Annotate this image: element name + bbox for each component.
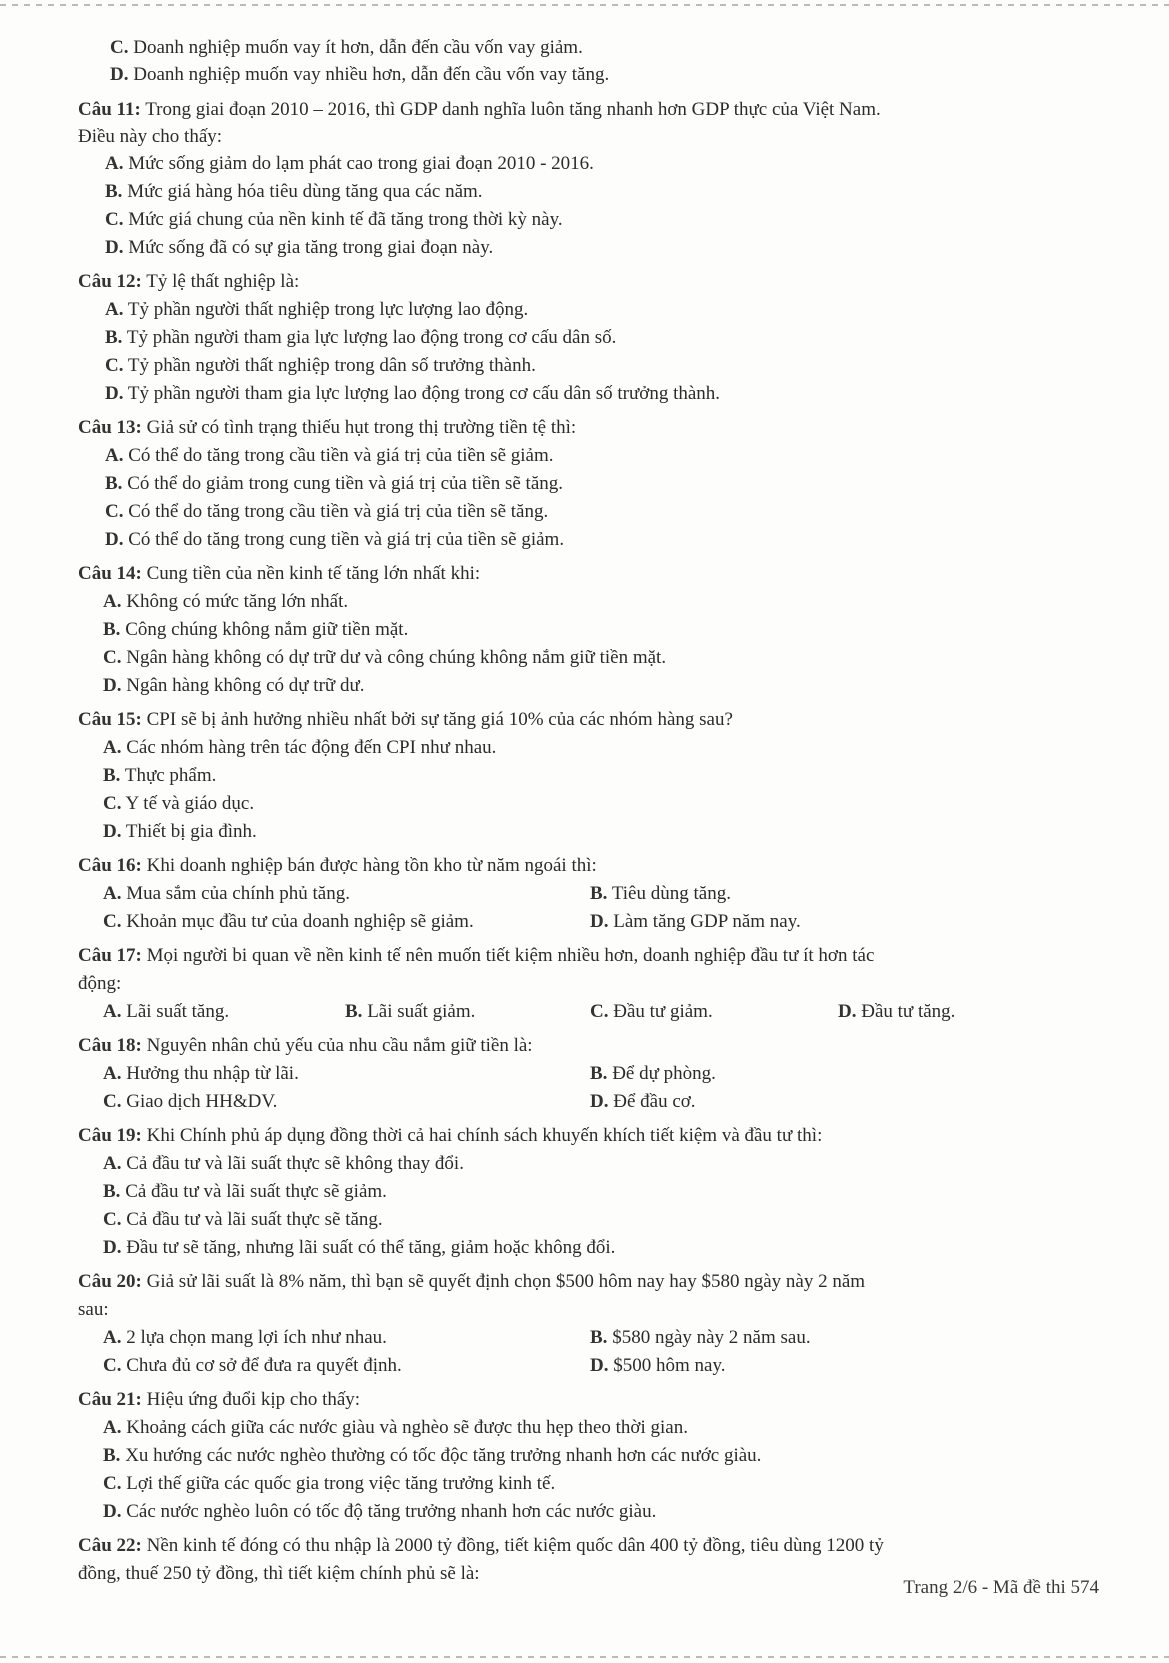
answer-option	[590, 1326, 811, 1350]
option-letter: B.	[103, 1181, 121, 1202]
answer-option	[590, 882, 731, 906]
option-letter: D.	[105, 237, 124, 258]
option-letter: C.	[103, 793, 122, 814]
option-letter: B.	[590, 883, 608, 904]
option-letter: D.	[103, 821, 122, 842]
answer-option	[103, 590, 348, 614]
answer-option	[110, 36, 583, 60]
line-text: Các nước nghèo luôn có tốc độ tăng trưởng nhanh hơn các nước giàu.	[121, 1501, 657, 1522]
option-letter: A.	[103, 1417, 122, 1438]
line-text: Cả đầu tư và lãi suất thực sẽ tăng.	[121, 1209, 383, 1230]
answer-option	[103, 1354, 402, 1378]
line-text: Công chúng không nắm giữ tiền mặt.	[120, 619, 409, 640]
line-text: Đầu tư sẽ tăng, nhưng lãi suất có thể tăng, giảm hoặc không đổi.	[121, 1237, 616, 1258]
answer-option	[105, 236, 493, 260]
line-text: Tỷ phần người tham gia lực lượng lao động trong cơ cấu dân số.	[122, 327, 617, 348]
answer-option	[103, 736, 496, 760]
option-letter: B.	[345, 1001, 363, 1022]
answer-option	[103, 1062, 299, 1086]
line-text: Mọi người bi quan về nền kinh tế nên muốn tiết kiệm nhiều hơn, doanh nghiệp đầu tư ít hơn tác	[141, 945, 875, 966]
option-letter: C.	[105, 355, 124, 376]
option-letter: D.	[590, 911, 609, 932]
line-text: Giả sử lãi suất là 8% năm, thì bạn sẽ quyết định chọn $500 hôm nay hay $580 ngày này 2 năm	[141, 1271, 866, 1292]
answer-option	[105, 208, 563, 232]
option-letter: A.	[103, 1327, 122, 1348]
option-letter: C.	[103, 1355, 122, 1376]
option-letter: C.	[103, 911, 122, 932]
answer-option	[105, 472, 563, 496]
line-text: Hưởng thu nhập từ lãi.	[121, 1063, 299, 1084]
answer-option	[103, 1472, 555, 1496]
question-number: Câu 11:	[78, 99, 141, 120]
answer-option	[103, 1152, 464, 1176]
line-text: 2 lựa chọn mang lợi ích như nhau.	[121, 1327, 387, 1348]
line-text: Cả đầu tư và lãi suất thực sẽ giảm.	[120, 1181, 387, 1202]
line-text: Y tế và giáo dục.	[121, 793, 255, 814]
option-letter: B.	[590, 1327, 608, 1348]
question-line	[78, 1034, 533, 1058]
answer-option	[590, 1354, 725, 1378]
question-line	[78, 854, 597, 878]
question-number: Câu 13:	[78, 417, 142, 438]
answer-option	[103, 910, 474, 934]
answer-option	[105, 180, 483, 204]
answer-option	[590, 1062, 716, 1086]
answer-option	[103, 764, 216, 788]
answer-option	[103, 1444, 761, 1468]
line-text: sau:	[78, 1299, 109, 1320]
line-text: Có thể do giảm trong cung tiền và giá trị của tiền sẽ tăng.	[122, 473, 564, 494]
line-text: Để đầu cơ.	[608, 1091, 696, 1112]
line-text: Khoảng cách giữa các nước giàu và nghèo sẽ được thu hẹp theo thời gian.	[121, 1417, 688, 1438]
answer-option	[590, 1090, 696, 1114]
line-text: Khoản mục đầu tư của doanh nghiệp sẽ giảm.	[121, 911, 474, 932]
line-text: Lãi suất giảm.	[362, 1001, 476, 1022]
question-line	[78, 1124, 822, 1148]
option-letter: A.	[105, 299, 124, 320]
option-letter: B.	[105, 327, 123, 348]
text-line	[78, 972, 121, 996]
answer-option	[345, 1000, 475, 1024]
line-text: Thực phẩm.	[120, 765, 217, 786]
answer-option	[103, 646, 666, 670]
answer-option	[103, 792, 254, 816]
answer-option	[105, 326, 616, 350]
line-text: Ngân hàng không có dự trữ dư và công chúng không nắm giữ tiền mặt.	[121, 647, 667, 668]
line-text: Khi Chính phủ áp dụng đồng thời cả hai chính sách khuyến khích tiết kiệm và đầu tư thì:	[141, 1125, 823, 1146]
question-number: Câu 19:	[78, 1125, 142, 1146]
option-letter: D.	[838, 1001, 857, 1022]
text-line	[78, 1562, 480, 1586]
option-letter: B.	[590, 1063, 608, 1084]
question-number: Câu 14:	[78, 563, 142, 584]
line-text: Thiết bị gia đình.	[121, 821, 257, 842]
option-letter: A.	[103, 737, 122, 758]
line-text: Mức sống giảm do lạm phát cao trong giai đoạn 2010 - 2016.	[123, 153, 594, 174]
question-line	[78, 1534, 884, 1558]
question-number: Câu 16:	[78, 855, 142, 876]
answer-option	[103, 1000, 229, 1024]
line-text: Hiệu ứng đuổi kịp cho thấy:	[141, 1389, 361, 1410]
question-line	[78, 270, 299, 294]
answer-option	[103, 674, 365, 698]
question-number: Câu 21:	[78, 1389, 142, 1410]
line-text: Ngân hàng không có dự trữ dư.	[121, 675, 365, 696]
line-text: Tỷ phần người tham gia lực lượng lao động trong cơ cấu dân số trưởng thành.	[123, 383, 721, 404]
bottom-scan-edge	[0, 1656, 1169, 1658]
text-line	[78, 125, 222, 149]
option-letter: C.	[103, 1209, 122, 1230]
option-letter: B.	[103, 765, 121, 786]
line-text: $580 ngày này 2 năm sau.	[607, 1327, 811, 1348]
answer-option	[103, 820, 257, 844]
answer-option	[838, 1000, 955, 1024]
line-text: Lợi thế giữa các quốc gia trong việc tăng trưởng kinh tế.	[121, 1473, 556, 1494]
line-text: Tỷ phần người thất nghiệp trong dân số trưởng thành.	[123, 355, 536, 376]
line-text: động:	[78, 973, 122, 994]
line-text: Không có mức tăng lớn nhất.	[121, 591, 349, 612]
option-letter: A.	[103, 1153, 122, 1174]
answer-option	[103, 882, 350, 906]
option-letter: C.	[105, 501, 124, 522]
question-line	[78, 562, 480, 586]
option-letter: A.	[103, 1063, 122, 1084]
option-letter: C.	[103, 647, 122, 668]
line-text: Lãi suất tăng.	[121, 1001, 230, 1022]
option-letter: A.	[105, 445, 124, 466]
question-line	[78, 416, 576, 440]
answer-option	[105, 528, 564, 552]
answer-option	[590, 1000, 713, 1024]
question-number: Câu 22:	[78, 1535, 142, 1556]
question-number: Câu 20:	[78, 1271, 142, 1292]
option-letter: B.	[105, 181, 123, 202]
text-line	[78, 1298, 109, 1322]
line-text: $500 hôm nay.	[608, 1355, 726, 1376]
line-text: Có thể do tăng trong cầu tiền và giá trị của tiền sẽ tăng.	[123, 501, 549, 522]
line-text: Các nhóm hàng trên tác động đến CPI như nhau.	[121, 737, 497, 758]
answer-option	[105, 354, 536, 378]
line-text: Nền kinh tế đóng có thu nhập là 2000 tỷ đồng, tiết kiệm quốc dân 400 tỷ đồng, tiêu dùng 1200 tỷ	[141, 1535, 884, 1556]
line-text: Làm tăng GDP năm nay.	[608, 911, 801, 932]
line-text: Đầu tư tăng.	[856, 1001, 956, 1022]
answer-option	[103, 1180, 387, 1204]
line-text: Tỷ phần người thất nghiệp trong lực lượng lao động.	[123, 299, 529, 320]
option-letter: B.	[103, 619, 121, 640]
answer-option	[110, 63, 609, 87]
option-letter: D.	[105, 529, 124, 550]
top-scan-edge	[0, 4, 1169, 6]
answer-option	[103, 618, 408, 642]
answer-option	[105, 298, 528, 322]
line-text: Khi doanh nghiệp bán được hàng tồn kho từ năm ngoái thì:	[141, 855, 597, 876]
answer-option	[105, 152, 594, 176]
line-text: Nguyên nhân chủ yếu của nhu cầu nắm giữ tiền là:	[141, 1035, 533, 1056]
answer-option	[105, 444, 554, 468]
line-text: Xu hướng các nước nghèo thường có tốc độc tăng trưởng nhanh hơn các nước giàu.	[120, 1445, 762, 1466]
line-text: Giao dịch HH&DV.	[121, 1091, 278, 1112]
answer-option	[103, 1326, 387, 1350]
question-line	[78, 944, 874, 968]
line-text: Để dự phòng.	[607, 1063, 716, 1084]
question-line	[78, 98, 881, 122]
answer-option	[103, 1416, 688, 1440]
option-letter: D.	[103, 675, 122, 696]
line-text: Giả sử có tình trạng thiếu hụt trong thị trường tiền tệ thì:	[141, 417, 577, 438]
option-letter: D.	[105, 383, 124, 404]
line-text: Tỷ lệ thất nghiệp là:	[141, 271, 300, 292]
option-letter: B.	[103, 1445, 121, 1466]
question-line	[78, 1270, 865, 1294]
option-letter: C.	[590, 1001, 609, 1022]
question-line	[78, 1388, 360, 1412]
question-number: Câu 15:	[78, 709, 142, 730]
line-text: Tiêu dùng tăng.	[607, 883, 731, 904]
line-text: Mức giá chung của nền kinh tế đã tăng trong thời kỳ này.	[123, 209, 563, 230]
answer-option	[103, 1236, 615, 1260]
option-letter: A.	[105, 153, 124, 174]
question-number: Câu 12:	[78, 271, 142, 292]
line-text: Có thể do tăng trong cầu tiền và giá trị của tiền sẽ giảm.	[123, 445, 554, 466]
line-text: Cả đầu tư và lãi suất thực sẽ không thay đổi.	[121, 1153, 464, 1174]
line-text: Cung tiền của nền kinh tế tăng lớn nhất khi:	[141, 563, 481, 584]
answer-option	[103, 1500, 656, 1524]
option-letter: C.	[103, 1091, 122, 1112]
page-footer: Trang 2/6 - Mã đề thi 574	[903, 1577, 1099, 1598]
option-letter: A.	[103, 591, 122, 612]
answer-option	[103, 1208, 383, 1232]
question-line	[78, 708, 733, 732]
question-number: Câu 17:	[78, 945, 142, 966]
option-letter: D.	[110, 64, 129, 85]
answer-option	[105, 500, 548, 524]
line-text: Trong giai đoạn 2010 – 2016, thì GDP danh nghĩa luôn tăng nhanh hơn GDP thực của Việt Nam.	[140, 99, 881, 120]
line-text: Mức giá hàng hóa tiêu dùng tăng qua các năm.	[122, 181, 483, 202]
answer-option	[103, 1090, 277, 1114]
line-text: CPI sẽ bị ảnh hưởng nhiều nhất bởi sự tăng giá 10% của các nhóm hàng sau?	[141, 709, 733, 730]
option-letter: D.	[103, 1501, 122, 1522]
line-text: Doanh nghiệp muốn vay nhiều hơn, dẫn đến cầu vốn vay tăng.	[128, 64, 610, 85]
option-letter: D.	[590, 1355, 609, 1376]
line-text: Mức sống đã có sự gia tăng trong giai đoạn này.	[123, 237, 494, 258]
line-text: Doanh nghiệp muốn vay ít hơn, dẫn đến cầu vốn vay giảm.	[128, 37, 583, 58]
option-letter: A.	[103, 883, 122, 904]
option-letter: C.	[105, 209, 124, 230]
answer-option	[590, 910, 801, 934]
option-letter: C.	[103, 1473, 122, 1494]
question-number: Câu 18:	[78, 1035, 142, 1056]
line-text: Điều này cho thấy:	[78, 126, 223, 147]
line-text: Đầu tư giảm.	[608, 1001, 713, 1022]
option-letter: D.	[103, 1237, 122, 1258]
option-letter: C.	[110, 37, 129, 58]
line-text: Mua sắm của chính phủ tăng.	[121, 883, 350, 904]
line-text: đồng, thuế 250 tỷ đồng, thì tiết kiệm chính phủ sẽ là:	[78, 1563, 480, 1584]
option-letter: D.	[590, 1091, 609, 1112]
line-text: Có thể do tăng trong cung tiền và giá trị của tiền sẽ giảm.	[123, 529, 565, 550]
option-letter: A.	[103, 1001, 122, 1022]
option-letter: B.	[105, 473, 123, 494]
answer-option	[105, 382, 720, 406]
line-text: Chưa đủ cơ sở để đưa ra quyết định.	[121, 1355, 402, 1376]
